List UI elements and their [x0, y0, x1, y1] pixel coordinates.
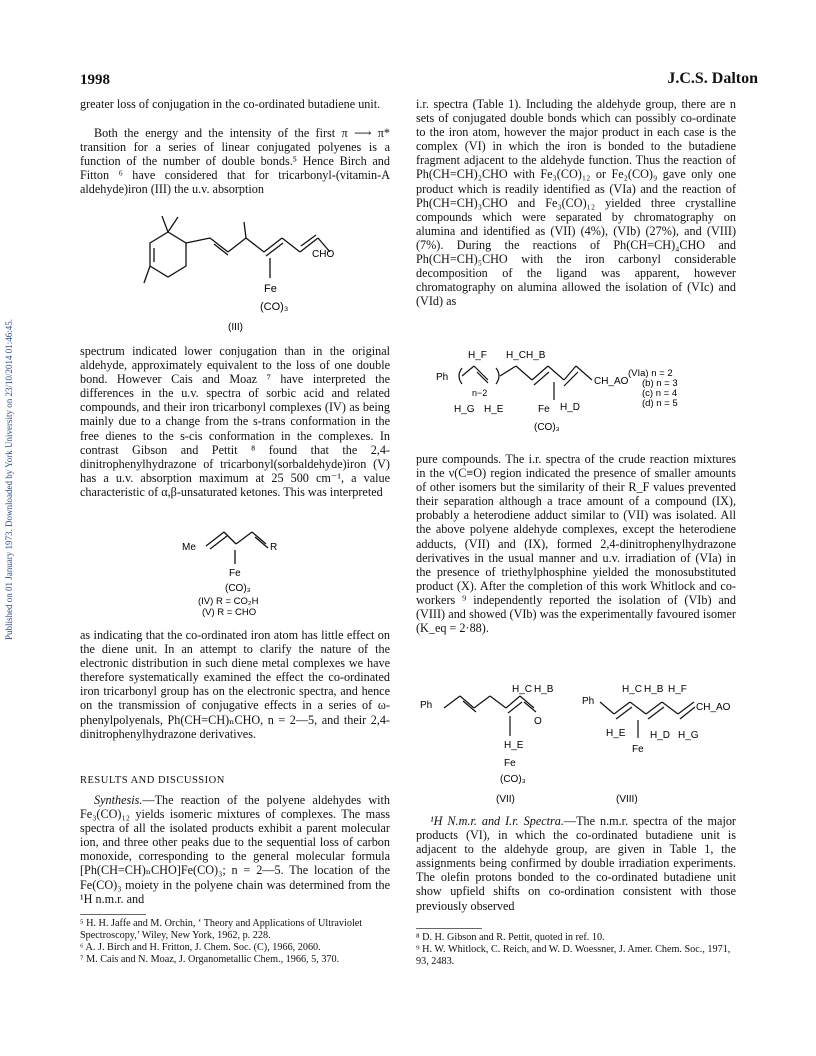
- right-paragraph-1: i.r. spectra (Table 1). Including the aldehyde group, there are n sets of conjugated double bonds which can possibly co-ordinate to the iron atom, however the major product in each case is the complex (VI) in which the iron is bonded to the butadiene fragment adjacent to the aldehyde function. Thus the reaction of Ph(CH=CH)₂CHO with Fe₃(CO)₁₂ or Fe₂(CO)₉ gave only one product which is readily identified as (VIa) and the reaction of Ph(CH=CH)₃CHO and Fe₃(CO)₁₂ yielded three crystalline compounds which were separated by chromatography on alumina and identified as (VII) (4%), (VIb) (27%), and (VIII) (7%). During the reactions of Ph(CH=CH)₄CHO and Ph(CH=CH)₅CHO with the iron carbonyl considerable decomposition of the ligand was apparent, however chromatography on alumina allowed the isolation of (VIc) and (VId) as: [416, 97, 736, 309]
- structure-iv-r: R: [270, 542, 278, 553]
- footnotes-left: [80, 918, 392, 966]
- viii-hb: H_B: [644, 684, 664, 695]
- structure-iv-fe: Fe: [229, 568, 241, 579]
- page-number: 1998: [80, 72, 110, 88]
- viii-fe: Fe: [632, 744, 644, 755]
- vii-hb: H_B: [534, 684, 554, 695]
- structure-iii-cho: CHO: [312, 249, 335, 260]
- viii-hf: H_F: [668, 684, 687, 695]
- download-watermark: [4, 240, 24, 640]
- cyclohexene-ring: [150, 232, 186, 277]
- left-paragraph-5: Synthesis.—The reaction of the polyene aldehydes with Fe₃(CO)₁₂ yields isomeric mixtures of complexes. The mass spectra of all the isolated products exhibit a parent molecular ion, and three other peaks due to the sequential loss of carbon monoxide, corresponding to the general molecular formula [Ph(CH=CH)ₙCHO]Fe(CO)₃; n = 2—5. The location of the Fe(CO)₃ moiety in the polyene chain was determined from the ¹H n.m.r. and: [80, 793, 390, 906]
- vii-label: (VII): [496, 794, 515, 805]
- vi-variant-b: (b) n = 3: [642, 378, 678, 389]
- structure-iv-me: Me: [182, 542, 196, 553]
- right-paragraph-3: ¹H N.m.r. and I.r. Spectra.—The n.m.r. spectra of the major products (VI), in which the co-ordinated butadiene unit is adjacent to the aldehyde group, are given in Table 1, the assignments being confirmed by double irradiation experiments. The olefin protons bonded to the co-ordinated butadiene unit show upfield shifts on co-ordination consistent with those previously observed: [416, 814, 736, 913]
- vi-variant-c: (c) n = 4: [642, 388, 678, 399]
- viii-hg: H_G: [678, 730, 699, 741]
- structure-viii: [582, 680, 742, 808]
- vi-hd: H_D: [560, 402, 581, 413]
- viii-cha: CH_AO: [696, 702, 731, 713]
- footnote-6: ⁶ A. J. Birch and H. Fritton, J. Chem. Soc. (C), 1966, 2060.: [80, 942, 321, 953]
- viii-hc: H_C: [622, 684, 643, 695]
- journal-title: J.C.S. Dalton: [667, 70, 758, 87]
- footnote-8: ⁸ D. H. Gibson and R. Pettit, quoted in ref. 10.: [416, 932, 605, 943]
- section-heading: RESULTS AND DISCUSSION: [80, 775, 225, 786]
- bracket-right: [496, 368, 499, 384]
- viii-ph: Ph: [582, 696, 595, 707]
- vi-fe: Fe: [538, 404, 550, 415]
- vi-ph: Ph: [436, 372, 449, 383]
- structure-iii-co: (CO)₃: [260, 301, 289, 313]
- vi-variant-a: (VIa) n = 2: [628, 368, 673, 379]
- left-paragraph-3: spectrum indicated lower conjugation than in the original aldehyde, approximately equivalent to the loss of one double bond. However Cais and Moaz ⁷ have interpreted the differences in the u.v. spectra of sorbic acid and related compounds, and their iron tricarbonyl complexes (IV) as being mainly due to a change from the s-trans conformation in the free dienes to the s-cis conformation in the complexes. In contrast Gibson and Pettit ⁸ found that the 2,4-dinitrophenylhydrazone of tricarbonyl(sorbaldehyde)iron (V) has a u.v. absorption maximum at 25 500 cm⁻¹, a value characteristic of α,β-unsaturated ketones. This was interpreted: [80, 344, 390, 499]
- structure-iii-label: (III): [228, 322, 243, 333]
- vi-cha: CH_AO: [594, 376, 629, 387]
- footnote-rule-left: [80, 914, 146, 915]
- vi-hc: H_C: [506, 350, 527, 361]
- vi-hg: H_G: [454, 404, 475, 415]
- vi-co: (CO)₃: [534, 422, 560, 433]
- right-paragraph-2: pure compounds. The i.r. spectra of the crude reaction mixtures in the ν(C≡O) region indicated the presence of smaller amounts of other isomers but the similarity of their R_F values prevented their separation although a trace amount of a compound (IX), probably a heterodiene adduct similar to (VII) was isolated. All the above polyene aldehyde complexes, except the heterodiene adducts, (VII) and (IX), formed 2,4-dinitrophenylhydrazone derivatives in the usual manner and u.v. irradiation of (VIa) in the presence of triethylphosphine yielded the monosubstituted product (X). After the completion of this work Whitlock and co-workers ⁹ independently reported the isolation of (VIb) and (VIII) and showed (VIb) was the experimentally favoured isomer (K_eq = 2·88).: [416, 452, 736, 636]
- structure-iii-fe: Fe: [264, 283, 277, 295]
- vi-variant-d: (d) n = 5: [642, 398, 678, 409]
- structure-vi: [436, 344, 736, 444]
- vi-n2: n−2: [472, 388, 488, 398]
- viii-he: H_E: [606, 728, 626, 739]
- bracket-left: [459, 368, 462, 384]
- vii-o: O: [534, 716, 542, 727]
- download-watermark-text[interactable]: Published on 01 January 1973. Downloaded by York University on 23/10/2014 01:46:45.: [4, 319, 14, 640]
- vi-he: H_E: [484, 404, 504, 415]
- vii-ph: Ph: [420, 700, 433, 711]
- structure-iv-v: [180, 528, 320, 620]
- structure-vii: [420, 680, 580, 808]
- vi-hf: H_F: [468, 350, 487, 361]
- vii-co: (CO)₃: [500, 774, 526, 785]
- vii-he: H_E: [504, 740, 524, 751]
- left-paragraph-2: Both the energy and the intensity of the first π ⟶ π* transition for a series of linear conjugated polyenes is a function of the number of double bonds.⁵ Hence Birch and Fitton ⁶ have considered that for tricarbonyl-(vitamin-A aldehyde)iron (III) the u.v. absorption: [80, 126, 390, 197]
- vii-hc: H_C: [512, 684, 533, 695]
- viii-hd: H_D: [650, 730, 671, 741]
- left-paragraph-1: greater loss of conjugation in the co-ordinated butadiene unit.: [80, 97, 381, 111]
- structure-iv-co: (CO)₃: [225, 583, 251, 594]
- footnotes-right: [416, 932, 738, 968]
- structure-iv-label: (IV) R = CO₂H: [198, 596, 259, 607]
- footnote-rule-right: [416, 928, 482, 929]
- footnote-7: ⁷ M. Cais and N. Moaz, J. Organometallic Chem., 1966, 5, 370.: [80, 954, 340, 965]
- viii-label: (VIII): [616, 794, 638, 805]
- footnote-9: ⁹ H. W. Whitlock, C. Reich, and W. D. Woessner, J. Amer. Chem. Soc., 1971, 93, 2483.: [416, 944, 731, 967]
- left-paragraph-4: as indicating that the co-ordinated iron atom has little effect on the diene unit. In an attempt to clarify the nature of the electronic distribution in such diene metal complexes we have therefore systematically examined the effect the co-ordinated iron tricarbonyl group has on the electronic spectra, and hence on the transmission of conjugative effects in a series of ω-phenylpolyenals, Ph(CH=CH)ₙCHO, n = 2—5, and their 2,4-dinitrophenylhydrazone derivatives.: [80, 628, 390, 741]
- vi-hb: H_B: [526, 350, 546, 361]
- footnote-5: ⁵ H. H. Jaffe and M. Orchin, ‘ Theory and Applications of Ultraviolet Spectroscopy,’ Wiley, New York, 1962, p. 228.: [80, 918, 363, 941]
- structure-v-label: (V) R = CHO: [202, 607, 257, 618]
- vii-fe: Fe: [504, 758, 516, 769]
- structure-iii: [140, 208, 360, 338]
